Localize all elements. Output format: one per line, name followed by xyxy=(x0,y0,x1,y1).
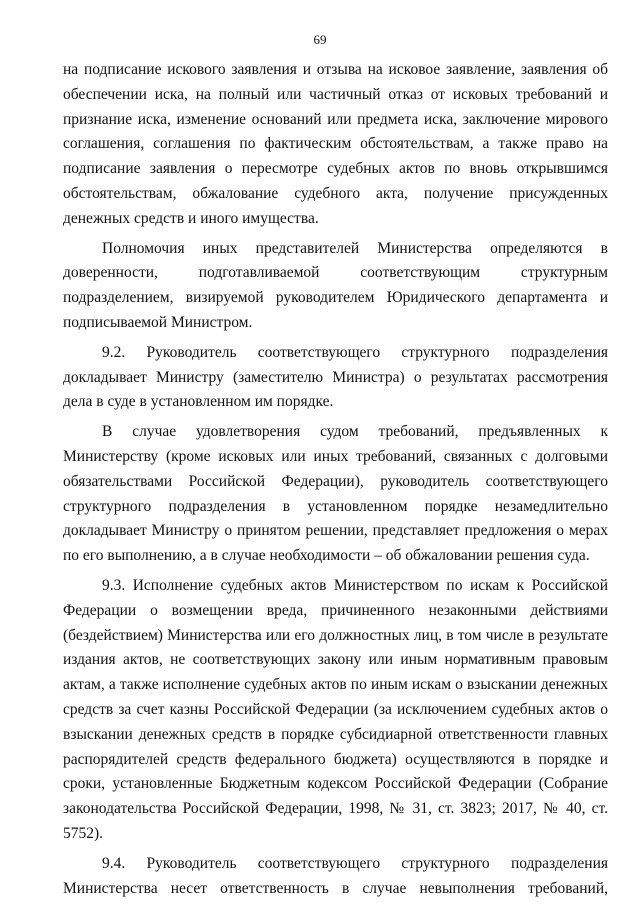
document-body xyxy=(63,58,608,906)
paragraph-9-3: 9.3. Исполнение судебных актов Министерством по искам к Российской Федерации о возмещении вреда, причиненного незаконными действиями (бездействием) Министерства или его должностных лиц, в том числе в результате издания актов, не соответствующих закону или иным нормативным правовым актам, а также исполнение судебных актов по иным искам о взыскании денежных средств за счет казны Российской Федерации (за исключением судебных актов о взыскании денежных средств в порядке субсидиарной ответственности главных распорядителей средств федерального бюджета) осуществляются в порядке и сроки, установленные Бюджетным кодексом Российской Федерации (Собрание законодательства Российской Федерации, 1998, № 31, ст. 3823; 2017, № 40, ст. 5752). xyxy=(63,576,608,842)
paragraph-other-representatives: Полномочия иных представителей Министерства определяются в доверенности, подготавливаемой соответствующим структурным подразделением, визируемой руководителем Юридического департамента и подписываемой Министром. xyxy=(63,239,608,331)
page-number: 69 xyxy=(313,32,327,47)
paragraph-satisfaction-of-claims: В случае удовлетворения судом требований, предъявленных к Министерству (кроме исковых или иных требований, связанных с долговыми обязательствами Российской Федерации), руководитель соответствующего структурного подразделения в установленном порядке незамедлительно докладывает Министру о принятом решении, представляет предложения о мерах по его выполнению, а в случае необходимости – об обжаловании решения суда. xyxy=(63,423,608,565)
paragraph-9-4: 9.4. Руководитель соответствующего структурного подразделения Министерства несет ответственность в случае невыполнения требований, xyxy=(63,854,608,897)
paragraph-9-2: 9.2. Руководитель соответствующего структурного подразделения докладывает Министру (заместителю Министра) о результатах рассмотрения дела в суде в установленном им порядке. xyxy=(63,343,608,411)
paragraph-authority-continuation: на подписание искового заявления и отзыва на исковое заявление, заявления об обеспечении иска, на полный или частичный отказ от исковых требований и признание иска, изменение оснований или предмета иска, заключение мирового соглашения, соглашения по фактическим обстоятельствам, а также право на подписание заявления о пересмотре судебных актов по вновь открывшимся обстоятельствам, обжалование судебного акта, получение присужденных денежных средств и иного имущества. xyxy=(63,61,608,227)
